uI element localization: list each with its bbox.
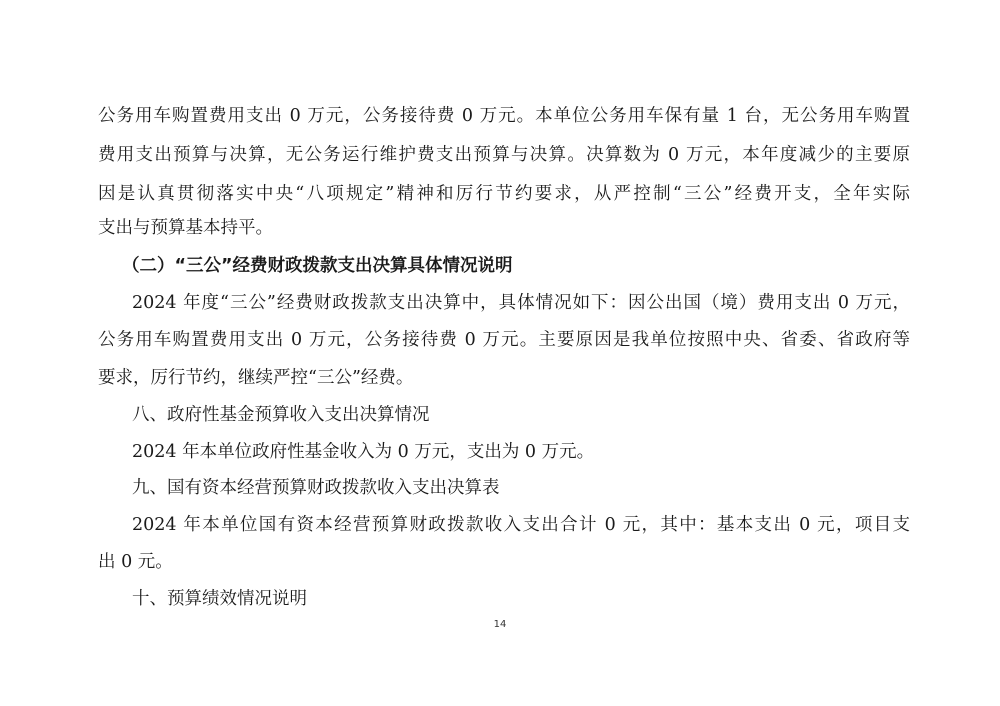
paragraph-line: 2024 年度“三公”经费财政拨款支出决算中，具体情况如下：因公出国（境）费用支出 0 万元， [132,293,910,313]
paragraph-line: 公务用车购置费用支出 0 万元，公务接待费 0 万元。主要原因是我单位按照中央、省委、省政府等 [98,330,910,350]
paragraph-line: 支出与预算基本持平。 [98,218,273,238]
section-heading: 八、政府性基金预算收入支出决算情况 [132,405,430,425]
section-heading: 九、国有资本经营预算财政拨款收入支出决算表 [132,478,500,498]
paragraph-line: 费用支出预算与决算，无公务运行维护费支出预算与决算。决算数为 0 万元，本年度减少的主要原 [98,145,910,165]
paragraph-line: 出 0 元。 [98,552,173,572]
page-number: 14 [493,619,507,630]
paragraph-line: 要求，厉行节约，继续严控“三公”经费。 [98,368,414,388]
paragraph-line: 公务用车购置费用支出 0 万元，公务接待费 0 万元。本单位公务用车保有量 1 台，无公务用车购置 [98,106,910,126]
section-heading: 十、预算绩效情况说明 [132,589,307,609]
paragraph-line: 2024 年本单位政府性基金收入为 0 万元，支出为 0 万元。 [132,442,595,462]
paragraph-line: 因是认真贯彻落实中央“八项规定”精神和厉行节约要求，从严控制“三公”经费开支，全年实际 [98,184,910,204]
section-heading: （二）“三公”经费财政拨款支出决算具体情况说明 [122,256,513,276]
paragraph-line: 2024 年本单位国有资本经营预算财政拨款收入支出合计 0 元，其中：基本支出 0 元，项目支 [132,515,910,535]
